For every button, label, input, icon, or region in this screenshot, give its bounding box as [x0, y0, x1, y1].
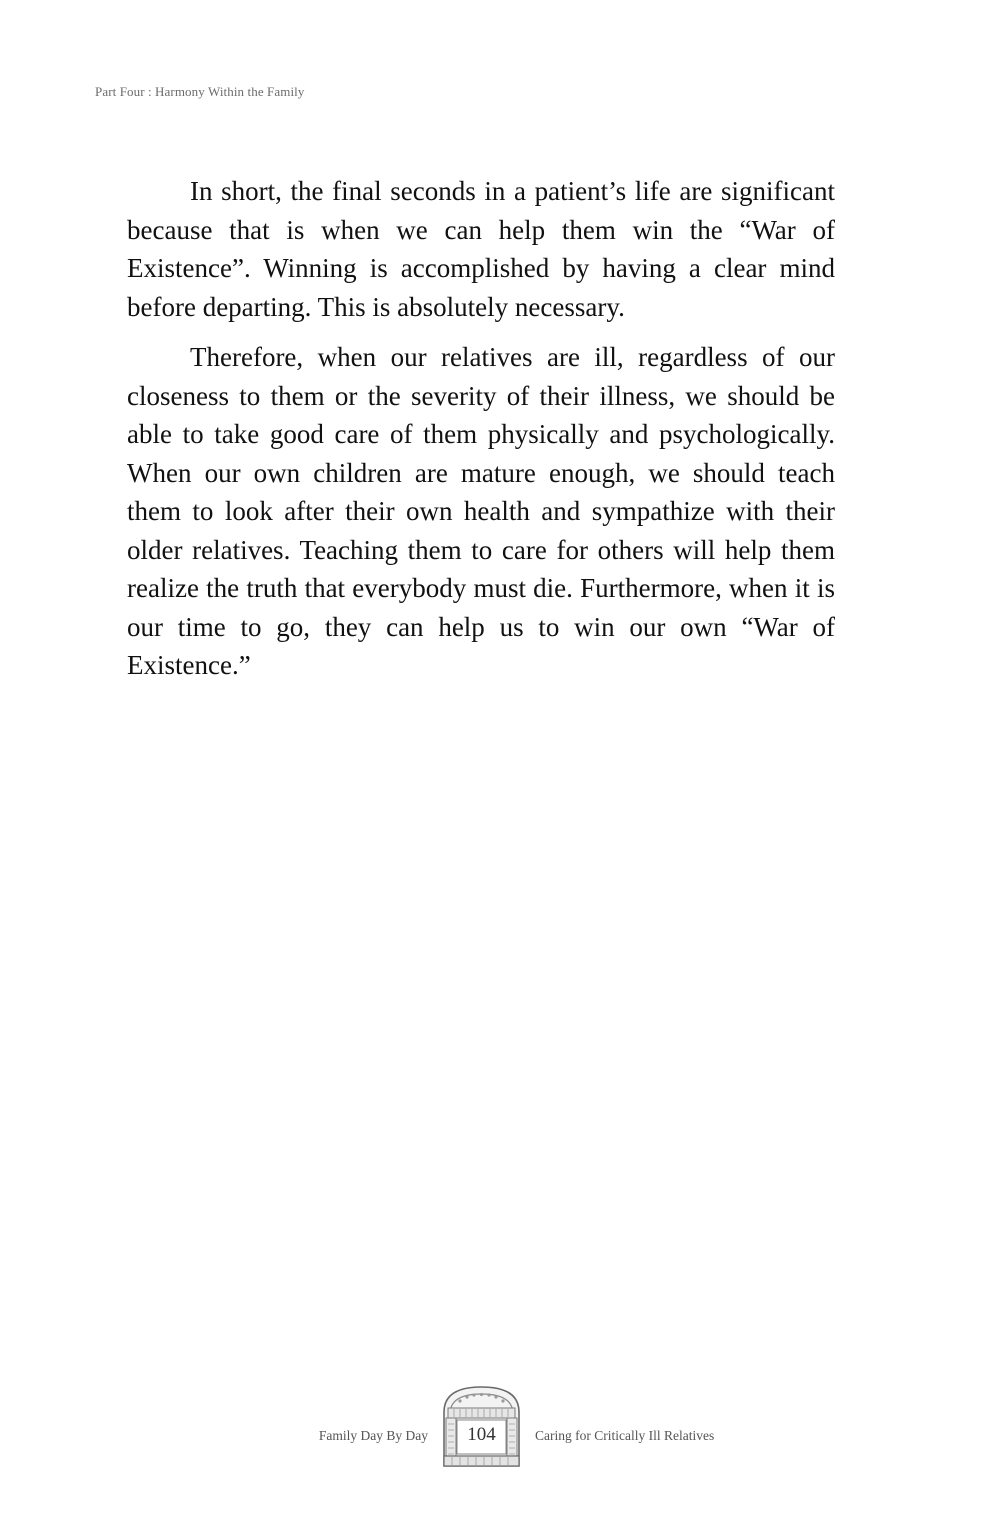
paragraph-1: In short, the final seconds in a patient’s life are significant because that is when we can help them win the “War of Existence”. Winning is accomplished by having a clear mind before departing. This is absolutely necessary.: [127, 176, 835, 322]
page-number: 104: [467, 1424, 496, 1445]
footer-book-title: Family Day By Day: [318, 1428, 428, 1443]
body-text: [127, 172, 835, 697]
footer-chapter-title: Caring for Critically Ill Relatives: [535, 1428, 715, 1443]
running-head: Part Four : Harmony Within the Family: [95, 84, 305, 99]
paragraph-2: Therefore, when our relatives are ill, regardless of our closeness to them or the severity of their illness, we should be able to take good care of them physically and psychologically. When our own children are mature enough, we should teach them to look after their own health and sympathize with their older relatives. Teaching them to care for others will help them realize the truth that everybody must die. Furthermore, when it is our time to go, they can help us to win our own “War of Existence.”: [127, 342, 835, 680]
